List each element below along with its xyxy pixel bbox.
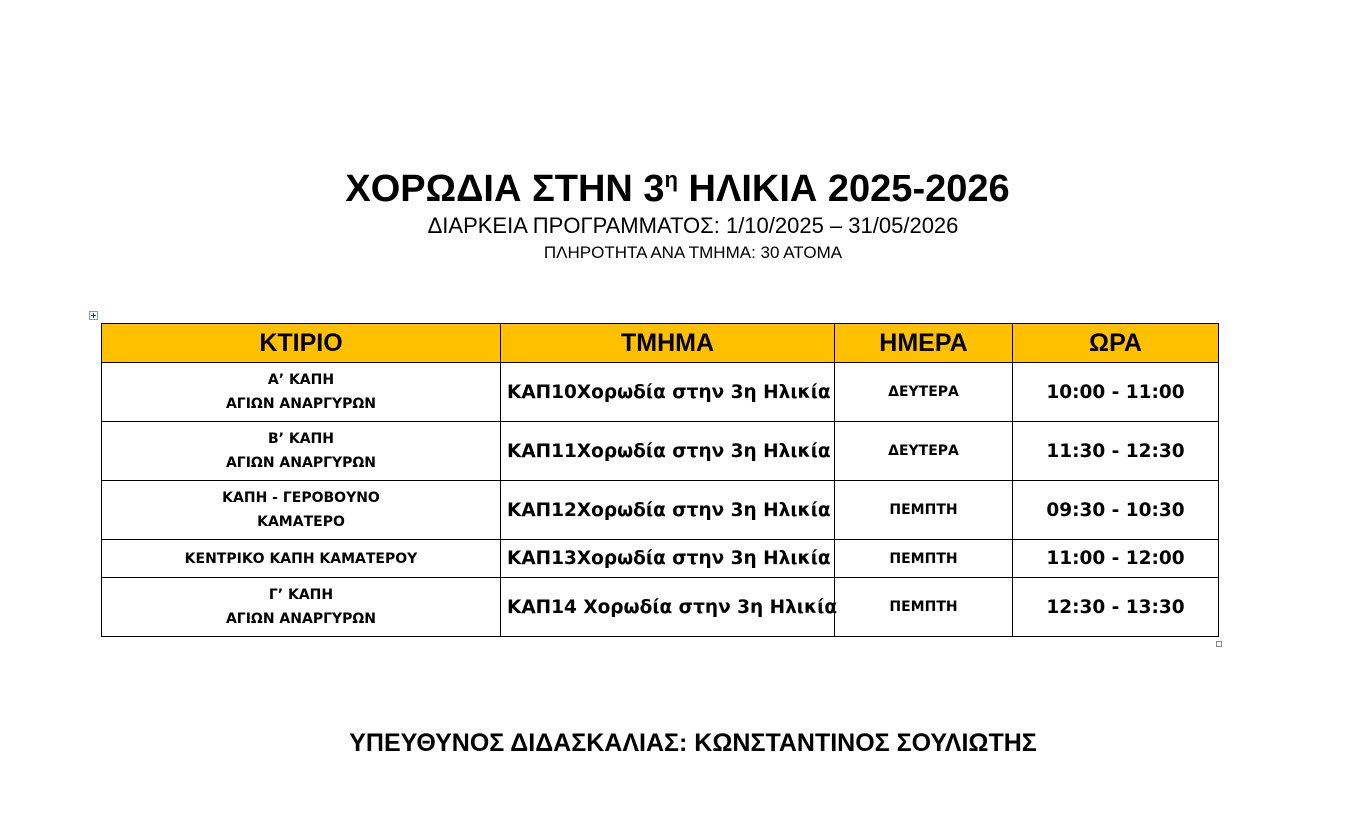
- building-location: ΑΓΙΩΝ ΑΝΑΡΓΥΡΩΝ: [225, 611, 377, 627]
- building-cell: [102, 540, 501, 578]
- day-cell: ΠΕΜΠΤΗ: [835, 540, 1013, 578]
- department-cell: ΚΑΠ14 Χορωδία στην 3η Ηλικία: [501, 578, 835, 637]
- title-main: ΧΟΡΩΔΙΑ ΣΤΗΝ 3: [345, 168, 665, 210]
- column-header-day: ΗΜΕΡΑ: [835, 324, 1013, 363]
- column-header-time: ΩΡΑ: [1013, 324, 1219, 363]
- department-cell: ΚΑΠ13Χορωδία στην 3η Ηλικία: [501, 540, 835, 578]
- table-row: [102, 540, 1219, 578]
- title-superscript: η: [664, 167, 678, 192]
- building-cell: [102, 363, 501, 422]
- time-cell: 11:30 - 12:30: [1013, 422, 1219, 481]
- table-resize-handle-icon[interactable]: [1216, 641, 1222, 647]
- day-cell: ΠΕΜΠΤΗ: [835, 481, 1013, 540]
- group-capacity: ΠΛΗΡΟΤΗΤΑ ΑΝΑ ΤΜΗΜΑ: 30 ΑΤΟΜΑ: [543, 243, 843, 262]
- title-tail: ΗΛΙΚΙΑ 2025-2026: [678, 168, 1010, 210]
- building-name: Α’ ΚΑΠΗ: [267, 372, 335, 388]
- column-header-department: ΤΜΗΜΑ: [501, 324, 835, 363]
- page-title: [0, 166, 1355, 212]
- time-cell: 10:00 - 11:00: [1013, 363, 1219, 422]
- building-cell: [102, 481, 501, 540]
- column-header-building: ΚΤΙΡΙΟ: [102, 324, 501, 363]
- building-name: ΚΕΝΤΡΙΚΟ ΚΑΠΗ ΚΑΜΑΤΕΡΟΥ: [184, 550, 418, 567]
- building-name: Γ’ ΚΑΠΗ: [268, 587, 334, 603]
- day-cell: ΔΕΥΤΕΡΑ: [835, 363, 1013, 422]
- department-cell: ΚΑΠ10Χορωδία στην 3η Ηλικία: [501, 363, 835, 422]
- table-row: [102, 363, 1219, 422]
- time-cell: 11:00 - 12:00: [1013, 540, 1219, 578]
- building-location: ΚΑΜΑΤΕΡΟ: [257, 514, 345, 530]
- time-cell: 12:30 - 13:30: [1013, 578, 1219, 637]
- building-cell: [102, 422, 501, 481]
- building-location: ΑΓΙΩΝ ΑΝΑΡΓΥΡΩΝ: [225, 396, 377, 412]
- table-move-handle-icon[interactable]: [89, 311, 98, 320]
- building-location: ΑΓΙΩΝ ΑΝΑΡΓΥΡΩΝ: [225, 455, 377, 471]
- day-cell: ΠΕΜΠΤΗ: [835, 578, 1013, 637]
- program-duration: ΔΙΑΡΚΕΙΑ ΠΡΟΓΡΑΜΜΑΤΟΣ: 1/10/2025 – 31/05/2026: [427, 213, 959, 238]
- day-cell: ΔΕΥΤΕΡΑ: [835, 422, 1013, 481]
- schedule-table: [101, 323, 1219, 637]
- time-cell: 09:30 - 10:30: [1013, 481, 1219, 540]
- table-header-row: [102, 324, 1219, 363]
- table-row: [102, 422, 1219, 481]
- department-cell: ΚΑΠ11Χορωδία στην 3η Ηλικία: [501, 422, 835, 481]
- building-name: ΚΑΠΗ - ΓΕΡΟΒΟΥΝΟ: [222, 490, 380, 506]
- building-name: Β’ ΚΑΠΗ: [268, 431, 334, 447]
- table-row: [102, 578, 1219, 637]
- instructor-line: ΥΠΕΥΘΥΝΟΣ ΔΙΔΑΣΚΑΛΙΑΣ: ΚΩΝΣΤΑΝΤΙΝΟΣ ΣΟΥΛΙΩΤΗΣ: [349, 729, 1037, 757]
- table-row: [102, 481, 1219, 540]
- department-cell: ΚΑΠ12Χορωδία στην 3η Ηλικία: [501, 481, 835, 540]
- building-cell: [102, 578, 501, 637]
